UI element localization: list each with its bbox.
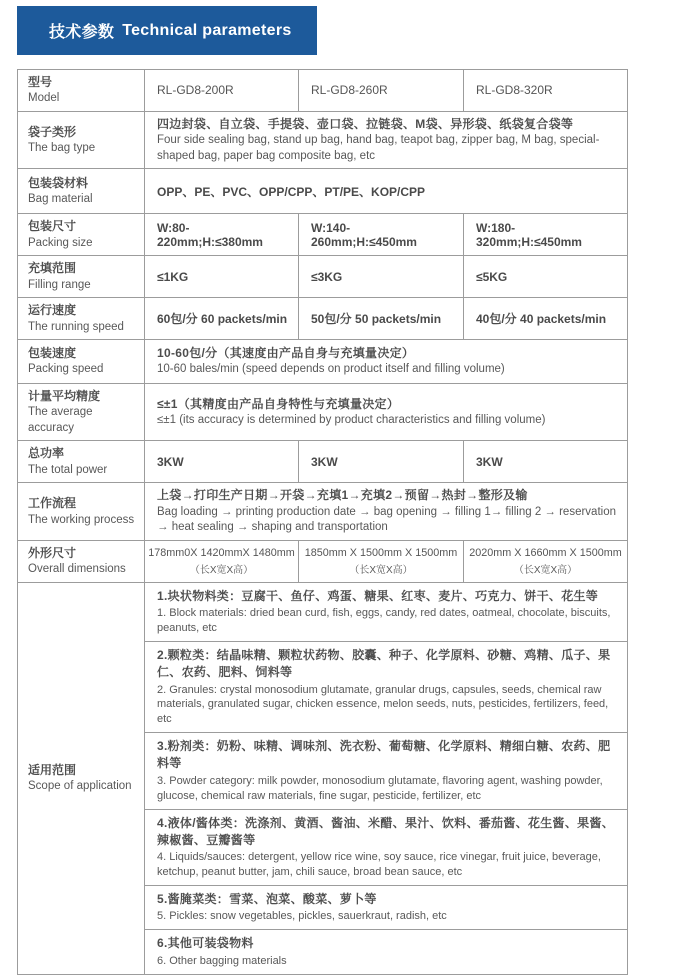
cell-average-accuracy xyxy=(145,384,628,441)
label-en: Model xyxy=(28,92,60,105)
row-label-bag-material xyxy=(18,169,145,214)
row-label-total-power xyxy=(18,441,145,483)
cell-filling-range-2: ≤3KG xyxy=(299,256,464,298)
dimension-value: 1850mm X 1500mm X 1500mm xyxy=(304,546,458,559)
scope-item-6 xyxy=(145,930,628,974)
row-bag-material xyxy=(18,169,628,214)
label-en: The running speed xyxy=(28,320,124,333)
scope-item-zh: 2.颗粒类：结晶味精、颗粒状药物、胶囊、种子、化学原料、砂糖、鸡精、瓜子、果仁、农药、肥料、饲料等 xyxy=(157,647,611,680)
cell-dimensions-3 xyxy=(464,540,628,582)
row-scope-item-1 xyxy=(18,582,628,641)
dimension-value: 178mm0X 1420mmX 1480mm xyxy=(148,546,295,559)
scope-item-en: 3. Powder category: milk powder, monosodium glutamate, flavoring agent, washing powder, glucose, chemical raw materials, fine sugar, pesticide, fertilizer, etc xyxy=(157,774,603,802)
cell-value-en: Four side sealing bag, stand up bag, hand bag, teapot bag, zipper bag, M bag, special-shaped bag, paper bag composite bag, etc xyxy=(157,134,600,162)
cell-running-speed-2: 50包/分 50 packets/min xyxy=(299,298,464,340)
cell-bag-material: OPP、PE、PVC、OPP/CPP、PT/PE、KOP/CPP xyxy=(145,169,628,214)
cell-value-zh: 上袋→打印生产日期→开袋→充填1→充填2→预留→热封→整形及输 xyxy=(157,488,528,503)
row-model xyxy=(18,70,628,112)
cell-total-power-3: 3KW xyxy=(464,441,628,483)
label-zh: 型号 xyxy=(28,75,53,89)
dimension-note: （长X宽X高） xyxy=(513,564,578,576)
cell-model-1: RL-GD8-200R xyxy=(145,70,299,112)
label-zh: 总功率 xyxy=(28,446,65,461)
row-overall-dimensions xyxy=(18,540,628,582)
cell-total-power-1: 3KW xyxy=(145,441,299,483)
row-label-working-process xyxy=(18,483,145,540)
label-en: Packing speed xyxy=(28,363,104,376)
cell-packing-size-3: W:180-320mm;H:≤450mm xyxy=(464,214,628,256)
banner-title-en: Technical parameters xyxy=(122,21,292,39)
scope-item-3 xyxy=(145,733,628,809)
banner-title-zh: 技术参数 xyxy=(49,24,115,41)
label-zh: 包装袋材料 xyxy=(28,175,89,190)
params-table xyxy=(17,69,628,975)
row-label-packing-speed xyxy=(18,340,145,384)
row-label-model xyxy=(18,70,145,112)
label-en: Packing size xyxy=(28,236,93,249)
cell-packing-size-2: W:140-260mm;H:≤450mm xyxy=(299,214,464,256)
label-zh: 充填范围 xyxy=(28,261,77,276)
dimension-value: 2020mm X 1660mm X 1500mm xyxy=(469,546,622,559)
row-label-packing-size xyxy=(18,214,145,256)
cell-packing-speed xyxy=(145,340,628,384)
row-label-overall-dimensions xyxy=(18,540,145,582)
scope-item-zh: 6.其他可装袋物料 xyxy=(157,936,254,951)
scope-item-en: 6. Other bagging materials xyxy=(157,954,287,967)
label-en: Filling range xyxy=(28,278,91,291)
cell-value-zh: ≤±1（其精度由产品自身特性与充填量决定） xyxy=(157,396,400,411)
scope-item-en: 2. Granules: crystal monosodium glutamate, granular drugs, capsules, seeds, chemical raw materials, granulated sugar, chicken essence, melon seeds, nuts, pesticides, fertilizers, feed, etc xyxy=(157,683,609,726)
cell-filling-range-3: ≤5KG xyxy=(464,256,628,298)
cell-working-process xyxy=(145,483,628,540)
cell-value-en: 10-60 bales/min (speed depends on product itself and filling volume) xyxy=(157,363,505,376)
row-label-bag-type xyxy=(18,111,145,168)
row-running-speed xyxy=(18,298,628,340)
label-zh: 外形尺寸 xyxy=(28,545,77,560)
label-en: Scope of application xyxy=(28,780,132,793)
scope-item-zh: 5.酱腌菜类：雪菜、泡菜、酸菜、萝卜等 xyxy=(157,892,377,907)
label-en: The working process xyxy=(28,513,135,526)
cell-dimensions-2 xyxy=(299,540,464,582)
label-en: Bag material xyxy=(28,193,93,206)
label-zh: 工作流程 xyxy=(28,496,77,511)
scope-item-zh: 4.液体/酱体类：洗涤剂、黄酒、酱油、米醋、果汁、饮料、番茄酱、花生酱、果酱、辣椒酱、豆瓣酱等 xyxy=(157,815,615,847)
row-label-average-accuracy xyxy=(18,384,145,441)
cell-value-zh: 四边封袋、自立袋、手提袋、壶口袋、拉链袋、M袋、异形袋、纸袋复合袋等 xyxy=(157,116,574,131)
row-packing-size xyxy=(18,214,628,256)
cell-running-speed-3: 40包/分 40 packets/min xyxy=(464,298,628,340)
scope-item-1 xyxy=(145,582,628,641)
label-en: The bag type xyxy=(28,142,96,155)
cell-value-en: Bag loading → printing production date → bag opening → filling 1→ filling 2 → reservation → heat sealing → shaping and transportation xyxy=(157,505,616,534)
label-zh: 包装速度 xyxy=(28,346,77,361)
label-zh: 包装尺寸 xyxy=(28,219,77,234)
cell-value-en: ≤±1 (its accuracy is determined by product characteristics and filling volume) xyxy=(157,414,546,427)
scope-item-en: 1. Block materials: dried bean curd, fish, eggs, candy, red dates, oatmeal, chocolate, biscuits, peanuts, etc xyxy=(157,607,611,634)
cell-model-3: RL-GD8-320R xyxy=(464,70,628,112)
row-working-process xyxy=(18,483,628,540)
label-en: The average accuracy xyxy=(28,406,93,434)
scope-item-en: 5. Pickles: snow vegetables, pickles, sauerkraut, radish, etc xyxy=(157,910,447,923)
scope-item-4 xyxy=(145,809,628,885)
cell-filling-range-1: ≤1KG xyxy=(145,256,299,298)
cell-dimensions-1 xyxy=(145,540,299,582)
label-en: Overall dimensions xyxy=(28,563,126,576)
label-zh: 适用范围 xyxy=(28,762,77,777)
cell-total-power-2: 3KW xyxy=(299,441,464,483)
scope-item-en: 4. Liquids/sauces: detergent, yellow rice wine, soy sauce, rice vinegar, fruit juice, beverage, ketchup, peanut butter, jam, chili sauce, broad bean sauce, etc xyxy=(157,851,601,879)
dimension-note: （长X宽X高） xyxy=(189,564,254,576)
row-label-running-speed xyxy=(18,298,145,340)
scope-item-zh: 1.块状物料类：豆腐干、鱼仔、鸡蛋、糖果、红枣、麦片、巧克力、饼干、花生等 xyxy=(157,588,599,603)
label-zh: 袋子类形 xyxy=(28,124,77,139)
scope-item-2 xyxy=(145,641,628,732)
row-average-accuracy xyxy=(18,384,628,441)
row-label-filling-range xyxy=(18,256,145,298)
scope-item-5 xyxy=(145,886,628,930)
row-total-power xyxy=(18,441,628,483)
label-en: The total power xyxy=(28,463,108,476)
row-filling-range xyxy=(18,256,628,298)
row-label-scope xyxy=(18,582,145,974)
row-bag-type xyxy=(18,111,628,168)
cell-model-2: RL-GD8-260R xyxy=(299,70,464,112)
cell-packing-size-1: W:80-220mm;H:≤380mm xyxy=(145,214,299,256)
cell-value-zh: 10-60包/分（其速度由产品自身与充填量决定） xyxy=(157,346,415,361)
scope-item-zh: 3.粉剂类：奶粉、味精、调味剂、洗衣粉、葡萄糖、化学原料、精细白糖、农药、肥料等 xyxy=(157,739,611,771)
cell-running-speed-1: 60包/分 60 packets/min xyxy=(145,298,299,340)
cell-bag-type xyxy=(145,111,628,168)
tech-params-banner xyxy=(17,6,317,55)
label-zh: 计量平均精度 xyxy=(28,389,101,404)
dimension-note: （长X宽X高） xyxy=(349,564,413,576)
row-packing-speed xyxy=(18,340,628,384)
label-zh: 运行速度 xyxy=(28,303,77,318)
